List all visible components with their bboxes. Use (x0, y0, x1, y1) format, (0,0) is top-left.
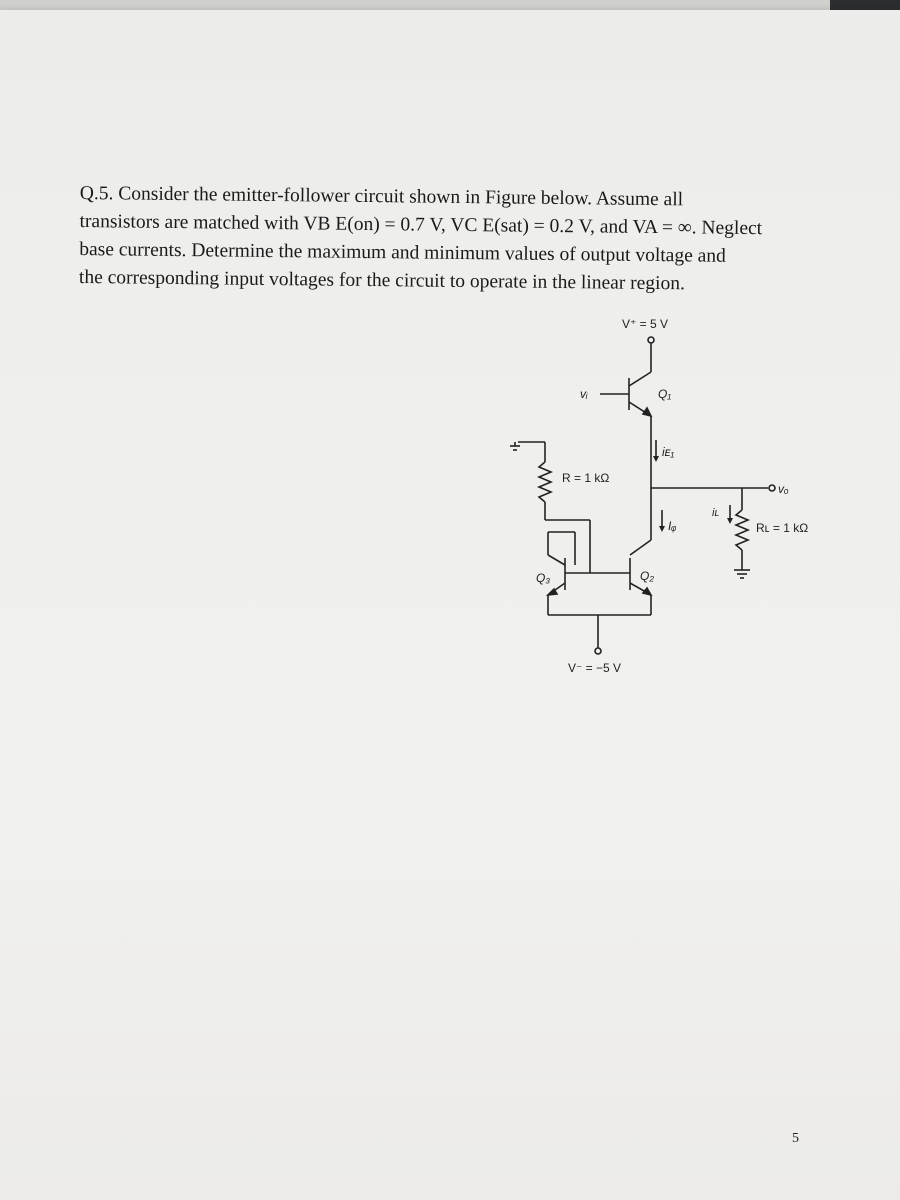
ie1-label: iᴇ₁ (662, 445, 675, 459)
vo-terminal (769, 485, 775, 491)
rl-label: Rʟ = 1 kΩ (756, 521, 809, 535)
vminus-terminal (595, 648, 601, 654)
q3-label: Q₃ (536, 571, 551, 585)
il-label: iʟ (712, 507, 720, 519)
r-resistor (539, 462, 551, 502)
vplus-terminal (648, 337, 654, 343)
question-line: base currents. Determine the maximum and minimum values of output voltage and (79, 238, 726, 267)
vi-label: vᵢ (580, 387, 588, 401)
vplus-label: V⁺ = 5 V (622, 317, 669, 331)
q2-label: Q₂ (640, 569, 654, 583)
vo-label: vₒ (778, 482, 789, 496)
vminus-label: V⁻ = −5 V (568, 661, 622, 675)
page-number: 5 (792, 1131, 799, 1146)
q1-transistor (600, 372, 651, 416)
question-line: Q.5. Consider the emitter-follower circuit shown in Figure below. Assume all (79, 182, 684, 211)
rl-resistor (736, 510, 748, 550)
rl-ground-icon (734, 570, 750, 578)
question-line: transistors are matched with VB E(on) = 0.7 V, VC E(sat) = 0.2 V, and VA = ∞. Neglect (79, 210, 763, 240)
q2-transistor (630, 558, 651, 615)
question-line: the corresponding input voltages for the circuit to operate in the linear region. (78, 266, 685, 295)
r-label: R = 1 kΩ (562, 471, 610, 485)
iq-label: Iᵩ (668, 519, 677, 533)
q1-label: Q₁ (658, 387, 672, 401)
